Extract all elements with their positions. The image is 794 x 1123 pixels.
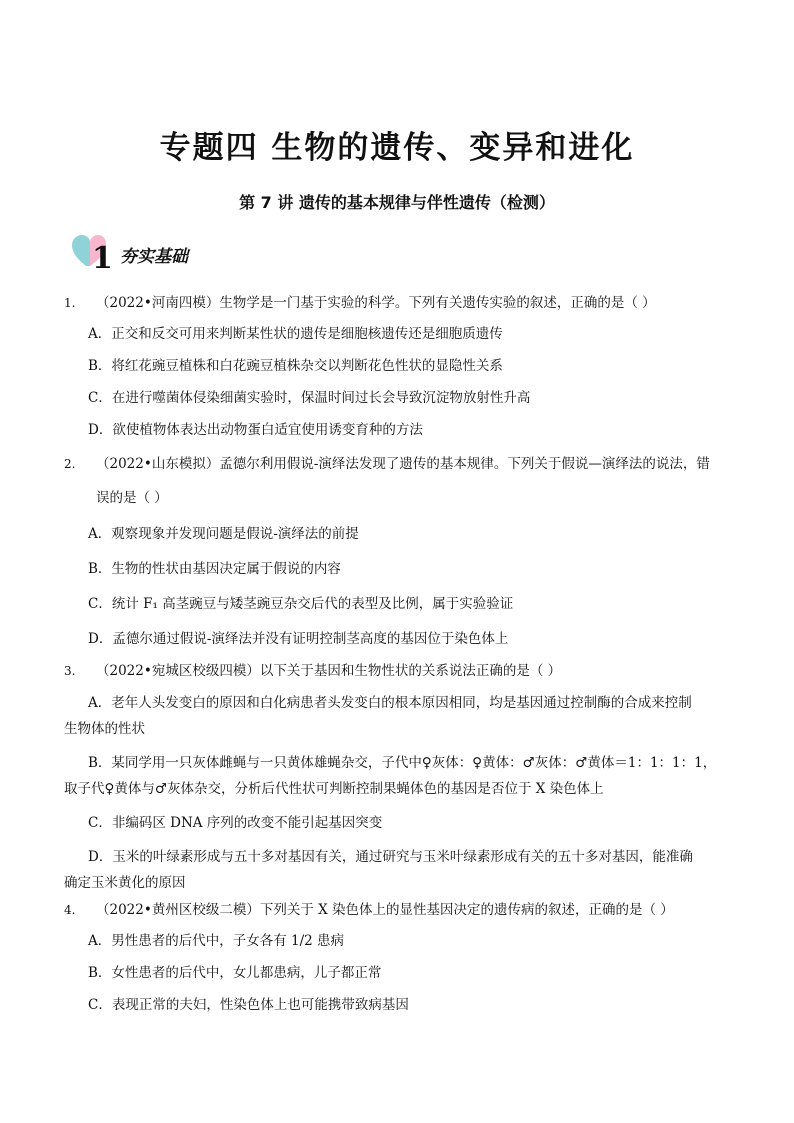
- question-1: [64, 289, 740, 446]
- section-number: 1: [92, 241, 113, 272]
- option-a-line2: 生物体的性状: [64, 721, 145, 737]
- question-stem: （2022•河南四模）生物学是一门基于实验的科学。下列有关遗传实验的叙述，正确的是（ ）: [96, 295, 656, 311]
- option-d-line1: D．玉米的叶绿素形成与五十多对基因有关，通过研究与玉米叶绿素形成有关的五十多对基因，能准确: [88, 849, 693, 865]
- section-label: 夯实基础: [120, 247, 188, 267]
- question-number: 3.: [64, 664, 76, 678]
- option-d-line2: 确定玉米黄化的原因: [64, 875, 186, 891]
- option-a: A．正交和反交可用来判断某性状的遗传是细胞核遗传还是细胞质遗传: [88, 326, 503, 342]
- option-d: D．孟德尔通过假说-演绎法并没有证明控制茎高度的基因位于染色体上: [88, 631, 509, 647]
- option-b: B．将红花豌豆植株和白花豌豆植株杂交以判断花色性状的显隐性关系: [88, 358, 503, 374]
- option-c: C．统计 F₁ 高茎豌豆与矮茎豌豆杂交后代的表型及比例，属于实验验证: [88, 596, 514, 612]
- question-list: [64, 289, 740, 1021]
- question-2: [64, 450, 740, 657]
- question-stem: （2022•宛城区校级四模）以下关于基因和生物性状的关系说法正确的是（ ）: [96, 663, 562, 679]
- question-stem: （2022•山东模拟）孟德尔利用假说-演绎法发现了遗传的基本规律。下列关于假说—演绎法的说法，错: [96, 456, 710, 472]
- question-number: 4.: [64, 903, 76, 917]
- option-b-line1: B．某同学用一只灰体雌蝇与一只黄体雄蝇杂交，子代中♀灰体：♀黄体：♂灰体：♂黄体＝1：1：1：1，: [88, 755, 717, 771]
- question-number: 1.: [64, 296, 76, 310]
- section-header: [72, 232, 272, 272]
- option-d: D．欲使植物体表达出动物蛋白适宜使用诱变育种的方法: [88, 422, 423, 438]
- question-stem: （2022•黄州区校级二模）下列关于 X 染色体上的显性基因决定的遗传病的叙述，正确的是（ ）: [96, 902, 674, 918]
- question-4: [64, 896, 740, 1021]
- option-a: A．观察现象并发现问题是假说-演绎法的前提: [88, 526, 359, 542]
- option-a: A．男性患者的后代中，子女各有 1/2 患病: [88, 933, 345, 949]
- option-a-line1: A．老年人头发变白的原因和白化病患者头发变白的根本原因相同，均是基因通过控制酶的合成来控制: [88, 695, 692, 711]
- option-c: C．在进行噬菌体侵染细菌实验时，保温时间过长会导致沉淀物放射性升高: [88, 390, 531, 406]
- option-b-line2: 取子代♀黄体与♂灰体杂交，分析后代性状可判断控制果蝇体色的基因是否位于 X 染色体上: [64, 781, 604, 797]
- question-number: 2.: [64, 457, 76, 471]
- option-b: B．生物的性状由基因决定属于假说的内容: [88, 561, 341, 577]
- heart-number-icon: [72, 232, 116, 272]
- question-stem-continued: 误的是（ ）: [96, 490, 168, 506]
- option-c: C．表现正常的夫妇，性染色体上也可能携带致病基因: [88, 997, 409, 1013]
- option-c: C．非编码区 DNA 序列的改变不能引起基因突变: [88, 815, 383, 831]
- page-title: 专题四 生物的遗传、变异和进化: [159, 130, 635, 166]
- option-b: B．女性患者的后代中，女儿都患病，儿子都正常: [88, 965, 382, 981]
- lecture-title: 第 7 讲 遗传的基本规律与伴性遗传（检测）: [239, 193, 555, 212]
- question-3: [64, 657, 740, 896]
